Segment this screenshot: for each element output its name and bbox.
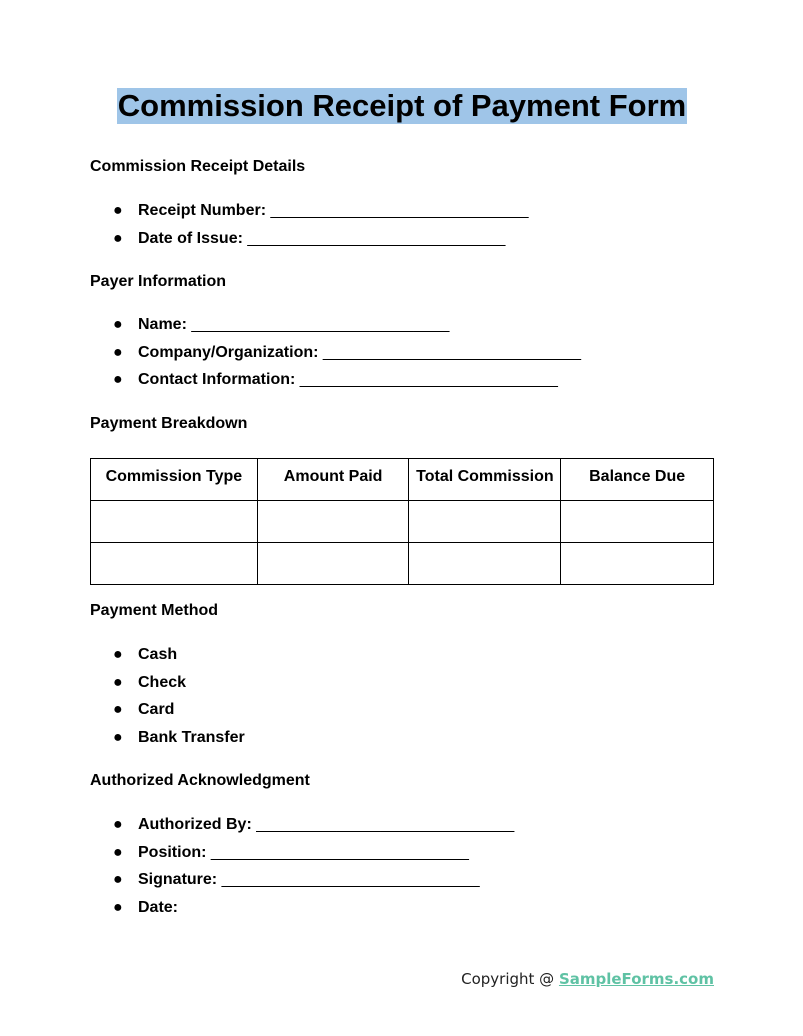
section-heading-ack: Authorized Acknowledgment	[90, 772, 310, 789]
section-heading-breakdown: Payment Breakdown	[90, 415, 248, 432]
list-item-position	[90, 843, 514, 871]
field-label: Date:	[138, 898, 179, 916]
bullet-icon: ●	[113, 673, 123, 691]
bullet-icon: ●	[113, 229, 123, 247]
section-heading-details: Commission Receipt Details	[90, 158, 306, 175]
field-label: Company/Organization:	[138, 343, 319, 361]
list-item-check	[90, 673, 245, 701]
ack-list	[90, 815, 514, 925]
method-option-cash[interactable]: Cash	[138, 646, 178, 663]
bullet-icon: ●	[113, 871, 123, 889]
method-option-card[interactable]: Card	[138, 701, 175, 719]
page-title: Commission Receipt of Payment Form	[117, 88, 687, 123]
list-item-card	[90, 700, 245, 728]
copyright-footer	[461, 969, 714, 989]
company-line[interactable]: _____________________________	[322, 343, 581, 361]
list-item-bank-transfer	[90, 728, 245, 756]
name-line[interactable]: _____________________________	[191, 316, 450, 333]
list-item-name	[90, 315, 581, 343]
method-option-bank-transfer[interactable]: Bank Transfer	[138, 728, 245, 746]
list-item-date-of-issue	[90, 229, 529, 257]
authorized-by-line[interactable]: _____________________________	[256, 816, 515, 833]
column-header-amount-paid: Amount Paid	[257, 459, 409, 501]
method-option-check[interactable]: Check	[138, 673, 187, 691]
table-cell[interactable]	[561, 501, 714, 543]
bullet-icon: ●	[113, 898, 123, 916]
payer-list	[90, 315, 581, 398]
list-item-contact	[90, 370, 581, 398]
field-label: Date of Issue:	[138, 229, 243, 247]
table-cell[interactable]	[91, 501, 258, 543]
details-list	[90, 201, 529, 256]
field-label: Signature:	[138, 871, 218, 889]
bullet-icon: ●	[113, 646, 123, 663]
list-item-signature	[90, 870, 514, 898]
list-item-cash	[90, 645, 245, 673]
field-label: Receipt Number:	[138, 202, 267, 219]
payment-breakdown-table	[90, 458, 714, 585]
column-header-balance-due: Balance Due	[561, 459, 714, 501]
field-label: Contact Information:	[138, 371, 296, 389]
column-header-total-commission: Total Commission	[409, 459, 561, 501]
brand-link[interactable]: SampleForms.com	[558, 970, 714, 988]
form-page	[90, 0, 714, 1036]
list-item-receipt-number	[90, 201, 529, 229]
table-cell[interactable]	[91, 543, 258, 585]
table-cell[interactable]	[561, 543, 714, 585]
title-wrap	[90, 88, 714, 124]
bullet-icon: ●	[113, 816, 123, 833]
section-heading-payer: Payer Information	[90, 273, 227, 290]
list-item-company	[90, 343, 581, 371]
bullet-icon: ●	[113, 843, 123, 861]
receipt-number-line[interactable]: _____________________________	[270, 202, 529, 219]
table-cell[interactable]	[409, 543, 561, 585]
signature-line[interactable]: _____________________________	[221, 871, 480, 889]
copyright-prefix: Copyright @	[461, 970, 559, 988]
field-label: Position:	[138, 843, 207, 861]
field-label: Name:	[138, 316, 187, 333]
list-item-date	[90, 898, 514, 926]
table-row	[91, 501, 714, 543]
section-heading-method: Payment Method	[90, 602, 219, 619]
column-header-commission-type: Commission Type	[91, 459, 258, 501]
table-row	[91, 543, 714, 585]
bullet-icon: ●	[113, 701, 123, 719]
bullet-icon: ●	[113, 728, 123, 746]
table-cell[interactable]	[257, 501, 409, 543]
table-header-row	[91, 459, 714, 501]
bullet-icon: ●	[113, 316, 123, 333]
contact-line[interactable]: _____________________________	[299, 371, 558, 389]
position-line[interactable]: _____________________________	[210, 843, 469, 861]
list-item-authorized-by	[90, 815, 514, 843]
bullet-icon: ●	[113, 202, 123, 219]
field-label: Authorized By:	[138, 816, 252, 833]
table-cell[interactable]	[257, 543, 409, 585]
bullet-icon: ●	[113, 371, 123, 389]
table-cell[interactable]	[409, 501, 561, 543]
date-of-issue-line[interactable]: _____________________________	[247, 229, 506, 247]
method-list	[90, 645, 245, 755]
bullet-icon: ●	[113, 343, 123, 361]
